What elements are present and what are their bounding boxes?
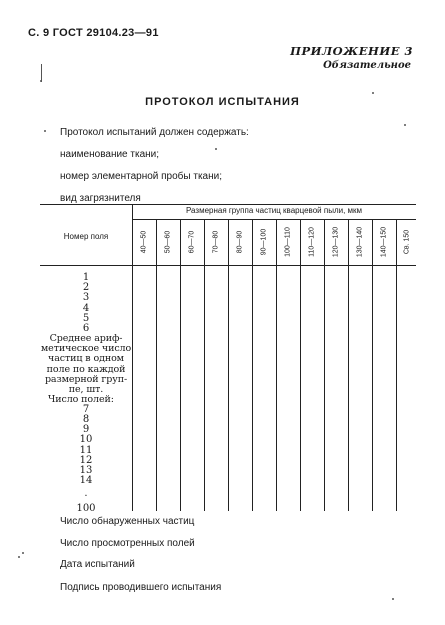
footer-signature: Подпись проводившего испытания: [60, 582, 222, 593]
column-header: 80—90: [236, 230, 244, 254]
document-title: ПРОТОКОЛ ИСПЫТАНИЯ: [145, 96, 300, 108]
row-label: 1: [82, 272, 90, 283]
column-header: 130—140: [356, 226, 364, 258]
average-description-line: метическое число: [40, 343, 132, 355]
row-label: 2: [82, 282, 90, 294]
column-divider: [348, 219, 349, 511]
row-label: 11: [79, 444, 93, 456]
column-divider: [252, 219, 253, 511]
row-header-divider: [132, 204, 133, 511]
column-divider: [180, 219, 181, 511]
row-label: 8: [82, 414, 90, 426]
average-description-line: пе, шт.: [68, 383, 104, 395]
scan-speck: [404, 124, 406, 126]
field-number-header: Номер поля: [63, 232, 109, 241]
average-description-line: поле по каждой: [46, 363, 126, 375]
row-label: 4: [82, 302, 90, 314]
column-header: Св. 150: [403, 229, 411, 255]
row-label: 5: [82, 312, 90, 324]
row-label: 9: [82, 424, 90, 436]
scan-speck: [41, 64, 42, 82]
scan-speck: [392, 598, 394, 600]
column-header: 70—80: [212, 230, 220, 254]
row-label: 10: [79, 434, 93, 446]
column-divider: [156, 219, 157, 511]
scan-speck: [215, 148, 217, 150]
average-description-line: частиц в одном: [48, 353, 124, 365]
column-divider: [300, 219, 301, 511]
mandatory-label: Обязательное: [323, 60, 411, 71]
scan-speck: [44, 130, 46, 132]
page-header-standard: С. 9 ГОСТ 29104.23—91: [28, 27, 159, 39]
row-label: 14: [79, 475, 93, 487]
appendix-label: ПРИЛОЖЕНИЕ 3: [290, 44, 413, 58]
column-header: 60—70: [188, 230, 196, 254]
column-header: 120—130: [332, 226, 340, 258]
column-header: 100—110: [284, 227, 292, 257]
size-group-title: Размерная группа частиц кварцевой пыли, мкм: [185, 206, 363, 215]
scan-speck: [18, 556, 20, 558]
row-label: 12: [79, 454, 93, 466]
protocol-item-sample: номер элементарной пробы ткани;: [60, 171, 222, 182]
column-header: 90—100: [260, 228, 268, 256]
row-label: 6: [82, 323, 90, 335]
protocol-intro: Протокол испытаний должен содержать:: [60, 127, 249, 138]
table-top-border: [40, 204, 416, 205]
column-divider: [324, 219, 325, 511]
ellipsis-row: .: [84, 487, 88, 499]
average-description-line: Среднее ариф-: [49, 333, 123, 345]
column-divider: [228, 219, 229, 511]
row-label: 7: [82, 403, 90, 415]
column-header: 110—120: [308, 227, 316, 257]
footer-fields-viewed: Число просмотренных полей: [60, 538, 195, 549]
row-label: 13: [79, 465, 93, 477]
row-label: 100: [76, 502, 96, 514]
footer-particles-found: Число обнаруженных частиц: [60, 516, 195, 527]
column-header: 140—150: [380, 226, 388, 258]
scan-speck: [22, 552, 24, 554]
protocol-item-fabric: наименование ткани;: [60, 149, 160, 160]
row-label: 3: [82, 292, 90, 304]
fields-count-label: Число полей:: [48, 393, 114, 405]
column-divider: [372, 219, 373, 511]
column-divider: [276, 219, 277, 511]
test-protocol-table: [40, 204, 416, 514]
footer-test-date: Дата испытаний: [60, 559, 135, 570]
protocol-item-contaminant: вид загрязнителя: [60, 193, 141, 204]
column-header: 40—50: [140, 230, 148, 254]
column-header: 50—60: [164, 230, 172, 254]
scan-speck: [372, 92, 374, 94]
row-labels: [40, 273, 132, 517]
column-divider: [204, 219, 205, 511]
average-description-line: размерной груп-: [44, 373, 128, 385]
